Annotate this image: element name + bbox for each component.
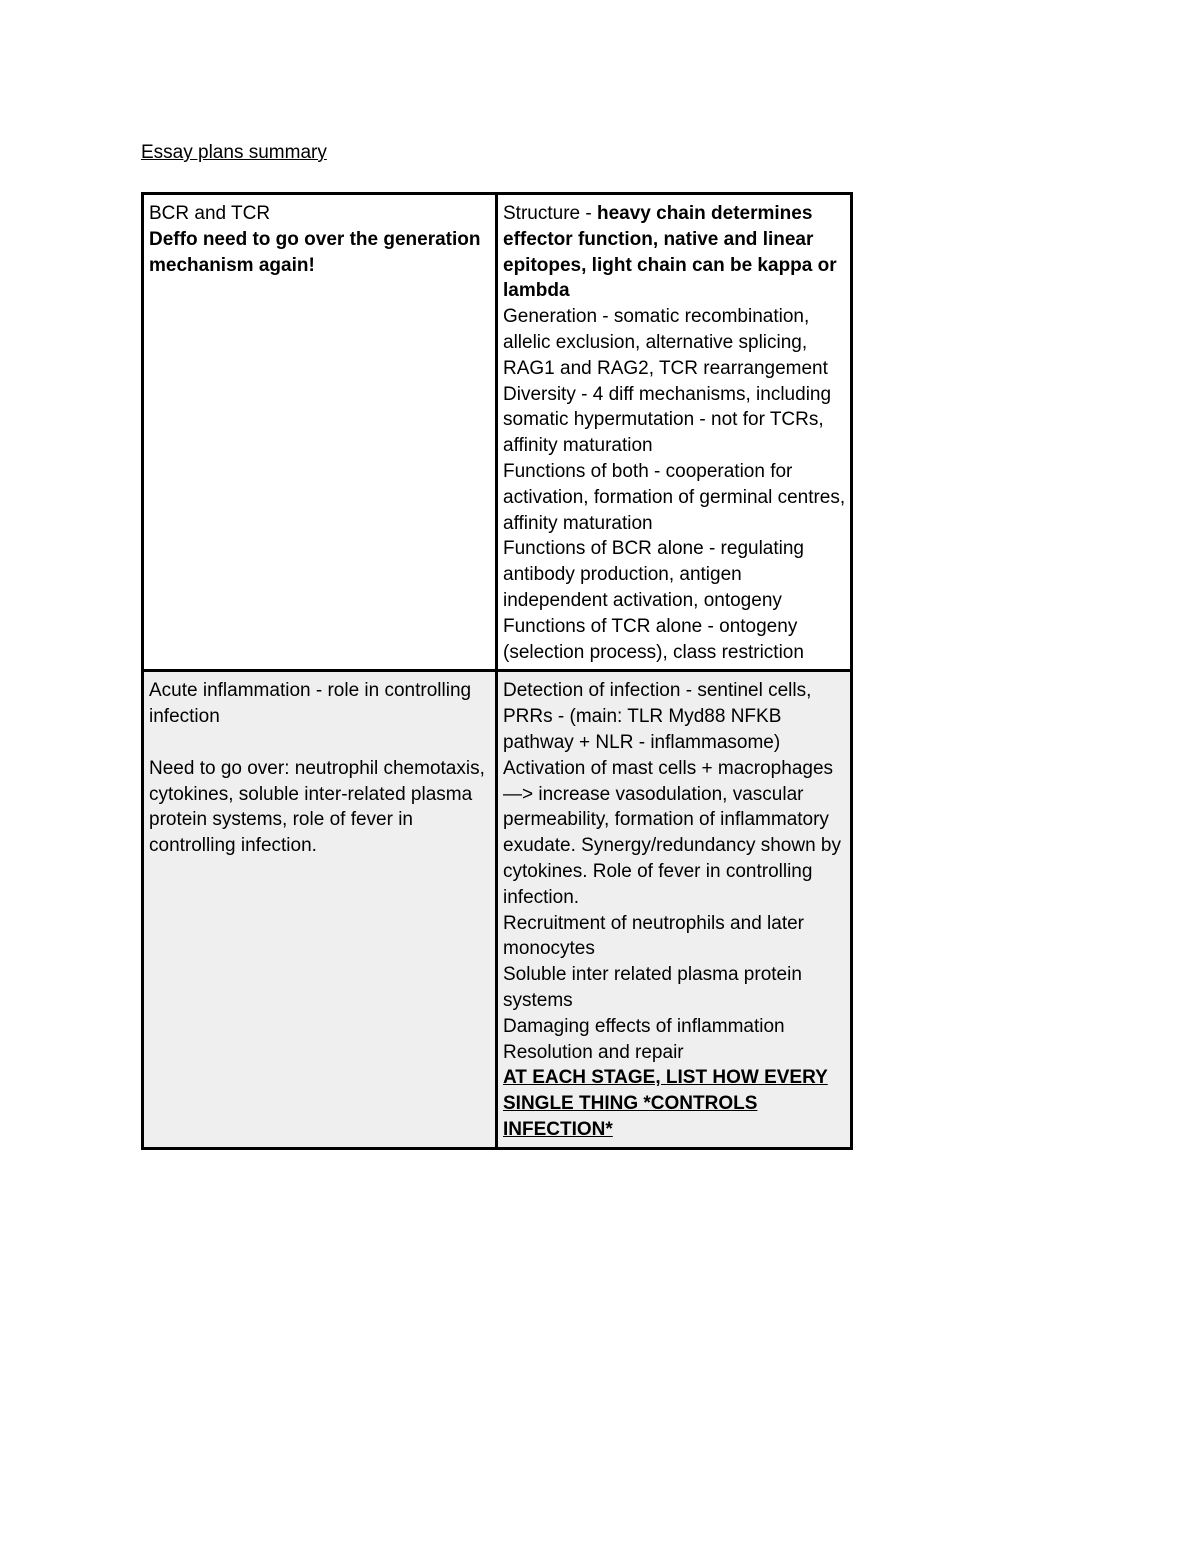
plan-cell-acute-inflammation: [497, 671, 852, 1148]
plan-line-functions-bcr: Functions of BCR alone - regulating antibody production, antigen independent activation, ontogeny: [503, 538, 804, 611]
plan-line-functions-tcr: Functions of TCR alone - ontogeny (selection process), class restriction: [503, 615, 804, 663]
topic-note: Need to go over: neutrophil chemotaxis, cytokines, soluble inter-related plasma protein systems, role of fever in controlling infection.: [149, 757, 485, 857]
plan-line-generation: Generation - somatic recombination, allelic exclusion, alternative splicing, RAG1 and RAG2, TCR rearrangement: [503, 306, 828, 379]
plan-line-detection: Detection of infection - sentinel cells, PRRs - (main: TLR Myd88 NFKB pathway + NLR - inflammasome): [503, 680, 812, 753]
plan-structure-line: [503, 201, 846, 304]
document-title: Essay plans summary: [141, 142, 327, 163]
topic-cell-acute-inflammation: [143, 671, 497, 1148]
topic-cell-bcr-tcr: [143, 194, 497, 671]
structure-label: Structure -: [503, 203, 597, 224]
plan-line-plasma-proteins: Soluble inter related plasma protein systems: [503, 964, 802, 1011]
plan-line-diversity: Diversity - 4 diff mechanisms, including somatic hypermutation - not for TCRs, affinity maturation: [503, 383, 832, 457]
table-row-bcr-tcr: [143, 194, 852, 671]
topic-title: Acute inflammation - role in controlling infection: [149, 680, 472, 728]
plan-line-activation: Activation of mast cells + macrophages —> increase vasodulation, vascular permeability, formation of inflammatory exudate. Synergy/redundancy shown by cytokines. Role of fever in controlling infection.: [503, 757, 841, 908]
plan-line-resolution: Resolution and repair: [503, 1041, 684, 1063]
plan-line-recruitment: Recruitment of neutrophils and later monocytes: [503, 912, 804, 960]
topic-note: Deffo need to go over the generation mechanism again!: [149, 228, 481, 276]
plan-line-damaging-effects: Damaging effects of inflammation: [503, 1015, 785, 1037]
topic-title: BCR and TCR: [149, 203, 271, 224]
plan-cell-bcr-tcr: [497, 194, 852, 671]
blank-line: [149, 730, 491, 756]
table-row-acute-inflammation: [143, 671, 852, 1148]
essay-plans-table: [141, 192, 853, 1150]
plan-line-functions-both: Functions of both - cooperation for activation, formation of germinal centres, affinity maturation: [503, 460, 846, 534]
structure-detail: heavy chain determines effector function, native and linear epitopes, light chain can be kappa or lambda: [503, 203, 837, 302]
plan-emphasis-note: AT EACH STAGE, LIST HOW EVERY SINGLE THING *CONTROLS INFECTION*: [503, 1067, 828, 1140]
